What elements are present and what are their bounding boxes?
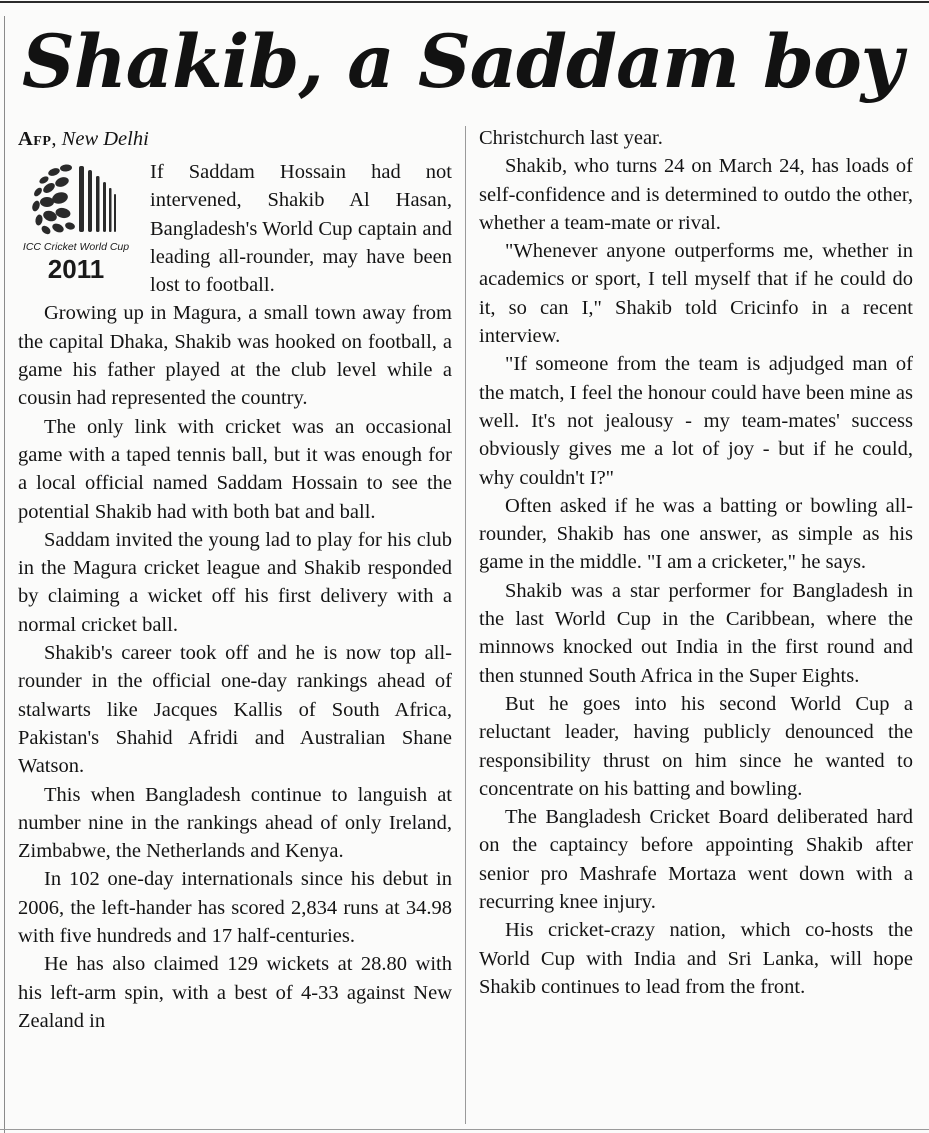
logo-year: 2011 — [47, 254, 105, 284]
logo-title: ICC Cricket World Cup — [22, 241, 130, 253]
paragraph: The only link with cricket was an occasional game with a taped tennis ball, but it was enough for a local official named Saddam Hossain to see the potential Shakib had with both bat and ball. — [18, 415, 452, 523]
headline: Shakib, a Saddam boy — [22, 19, 903, 105]
article-column-2 — [479, 124, 913, 1001]
paragraph: Shakib's career took off and he is now top all-rounder in the official one-day rankings ahead of stalwarts like Jacques Kallis of South Africa, Pakistan's Shahid Afridi and Australian Shane Watson. — [18, 642, 452, 778]
paragraph: Often asked if he was a batting or bowling all-rounder, Shakib has one answer, as simple as his game in the middle. "I am a cricketer," he says. — [479, 494, 913, 574]
paragraph: His cricket-crazy nation, which co-hosts the World Cup with India and Sri Lanka, will hope Shakib continues to lead from the front. — [479, 919, 913, 998]
paragraph: "If someone from the team is adjudged man of the match, I feel the honour could have been mine as well. It's not jealousy - my team-mates' success obviously gives me a lot of joy - but if he could, why couldn't I?" — [479, 353, 913, 489]
paragraph-continued: Christchurch last year. — [479, 127, 663, 149]
article-column-1 — [18, 124, 452, 1035]
paragraph: This when Bangladesh continue to languish at number nine in the rankings ahead of only Ireland, Zimbabwe, the Netherlands and Kenya. — [18, 783, 452, 863]
bottom-rule — [0, 1129, 929, 1130]
dateline-separator: , — [51, 128, 62, 150]
paragraph: The Bangladesh Cricket Board deliberated hard on the captaincy before appointing Shakib after senior pro Mashrafe Mortaza went down with a recurring knee injury. — [479, 806, 913, 914]
world-cup-2011-logo — [18, 158, 136, 294]
paragraph: Saddam invited the young lad to play for his club in the Magura cricket league and Shakib responded by claiming a wicket off his first delivery with a normal cricket ball. — [18, 528, 452, 636]
paragraph: If Saddam Hossain had not intervened, Shakib Al Hasan, Bangladesh's World Cup captain and leading all-rounder, may have been lost to football. — [150, 161, 452, 297]
dateline — [18, 124, 452, 158]
paragraph: But he goes into his second World Cup a reluctant leader, having publicly denounced the responsibility thrust on him since he wanted to concentrate on his batting and bowling. — [479, 692, 913, 800]
top-rule — [0, 1, 929, 3]
paragraph: "Whenever anyone outperforms me, whether in academics or sport, I tell myself that if he could do it, so can I," Shakib told Cricinfo in a recent interview. — [479, 240, 913, 348]
paragraph: Shakib was a star performer for Bangladesh in the last World Cup in the Caribbean, where the minnows knocked out India in the first round and then stunned South Africa in the Super Eights. — [479, 579, 913, 687]
paragraph: Growing up in Magura, a small town away from the capital Dhaka, Shakib was hooked on football, a game his father played at the club level while a cousin had represented the country. — [18, 302, 452, 410]
left-rule — [4, 16, 5, 1133]
dateline-agency: Afp — [18, 128, 52, 150]
paragraph: In 102 one-day internationals since his debut in 2006, the left-hander has scored 2,834 runs at 34.98 with five hundreds and 17 half-centuries. — [18, 868, 452, 948]
column-divider — [465, 126, 466, 1124]
paragraph: He has also claimed 129 wickets at 28.80 with his left-arm spin, with a best of 4-33 against New Zealand in — [18, 953, 452, 1032]
dateline-place: New Delhi — [61, 128, 149, 150]
logo-emblem — [31, 164, 116, 236]
paragraph: Shakib, who turns 24 on March 24, has loads of self-confidence and is determined to outdo the other, whether a team-mate or rival. — [479, 155, 913, 234]
